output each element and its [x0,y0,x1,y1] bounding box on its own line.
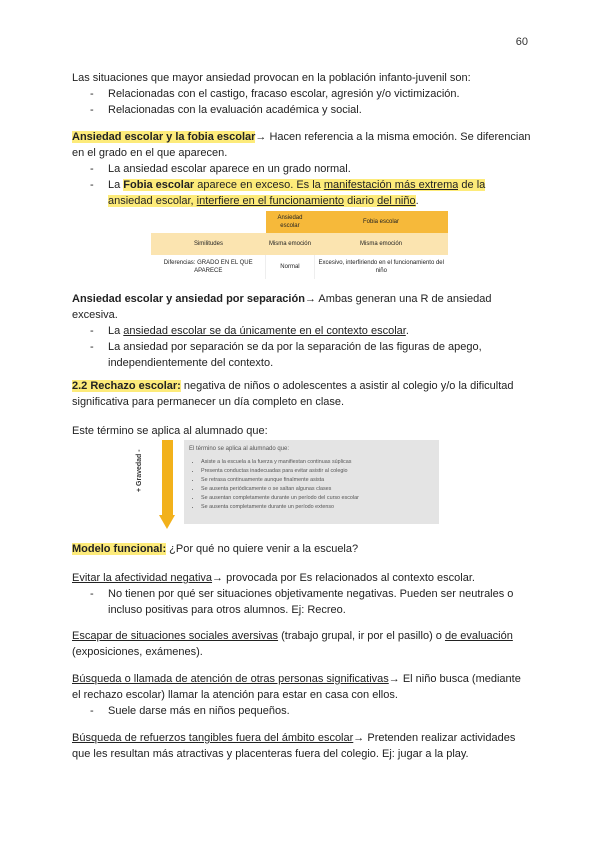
refuerzos-section: Búsqueda de refuerzos tangibles fuera del ámbito escolar→ Pretenden realizar actividades que les resultan más atractivas y placenteras fuera del colegio. Ej: jugar a la play. [72,732,516,760]
intro-text: Las situaciones que mayor ansiedad provocan en la población infanto-juvenil son: [72,72,471,84]
afectividad-heading: Evitar la afectividad negativa [72,572,213,584]
modelo-heading: Modelo funcional: [72,543,167,555]
table-header: Fobia escolar [314,211,448,233]
table-cell: Normal [266,255,314,279]
separacion-paragraph: Ansiedad escolar y ansiedad por separación→ Ambas generan una R de ansiedad excesiva. [72,293,492,321]
list-item: - Relacionadas con la evaluación académica y social. [72,102,532,118]
comparison-table [151,211,448,279]
list-item: • Asiste a la escuela a la fuerza y manifiestan continuas súplicas [201,458,359,467]
arrow: → [255,131,267,143]
list-item: • Se ausenta periódicamente o se saltan algunas clases [201,485,359,494]
fobia-text: Hacen referencia a la misma emoción. Se diferencian en el grado en el que aparecen. [72,131,531,159]
table-row [151,255,448,279]
list-item: - La ansiedad escolar aparece en un grado normal. [72,161,532,177]
refuerzos-heading: Búsqueda de refuerzos tangibles fuera del ámbito escolar [72,732,354,744]
gravity-list [189,458,359,512]
rechazo-section [72,378,532,410]
list-item: - Relacionadas con el castigo, fracaso escolar, agresión y/o victimización. [72,86,532,102]
separacion-heading: Ansiedad escolar y ansiedad por separación [72,293,305,305]
refuerzos-text: Pretenden realizar actividades que les resultan más atractivas y placenteras fuera del colegio. Ej: jugar a la play. [72,732,516,760]
page-number: 60 [515,36,528,48]
fobia-paragraph [72,129,532,161]
table-header: Ansiedad escolar [266,211,314,233]
separacion-section [72,291,532,371]
escapar-section: Escapar de situaciones sociales aversivas (trabajo grupal, ir por el pasillo) o de evaluación (exposiciones, exámenes). [72,630,513,658]
table-cell: Misma emoción [314,233,448,255]
table-header-row [151,211,448,233]
fobia-section [72,129,532,209]
escapar-heading: Escapar de situaciones sociales aversivas [72,630,279,642]
table-cell: Similitudes [151,233,266,255]
intro-section [72,70,532,118]
gravity-diagram [136,440,440,530]
table-row [151,233,448,255]
atencion-heading: Búsqueda o llamada de atención de otras personas significativas [72,673,389,685]
gravity-arrow-shaft [162,440,173,515]
modelo-section [72,541,532,557]
gravity-box-title: El término se aplica al alumnado que: [189,446,290,452]
gravity-arrow-icon [159,515,175,529]
list-item: - Suele darse más en niños pequeños. [72,703,532,719]
list-item: • Se ausentan completamente durante un período del curso escolar [201,494,359,503]
list-item: - No tienen por qué ser situaciones objetivamente negativas. Pueden ser neutrales o incluso positivas para otros alumnos. Ej: Recreo. [72,586,532,618]
fobia-heading: Ansiedad escolar y la fobia escolar [72,131,256,143]
separacion-text: Ambas generan una R de ansiedad excesiva. [72,293,492,321]
escapar-text: (trabajo grupal, ir por el pasillo) o [278,630,445,642]
list-item: - La ansiedad escolar se da únicamente en el contexto escolar. [72,323,532,339]
escapar-heading-2: de evaluación [444,630,513,642]
list-item: • Se retrasa continuamente aunque finalmente asista [201,476,359,485]
table-cell: Misma emoción [266,233,314,255]
list-item: - La Fobia escolar aparece en exceso. Es la manifestación más extrema de la ansiedad escolar, interfiere en el funcionamiento diario del niño. [72,177,532,209]
atencion-text: El niño busca (mediante el rechazo escolar) llamar la atención para estar en casa con ellos. [72,673,521,701]
fobia-term: Fobia escolar [123,179,195,191]
afectividad-text: provocada por Es relacionados al contexto escolar. [223,572,475,584]
list-item: • Presenta conductas inadecuadas para evitar asistir al colegio [201,467,359,476]
list-item: - La ansiedad por separación se da por la separación de las figuras de apego, independientemente del contexto. [72,339,532,371]
table-header [151,211,266,233]
rechazo-text: negativa de niños o adolescentes a asistir al colegio y/o la dificultad significativa para permanecer un día completo en clase. [72,380,514,408]
gravity-label: + Gravedad - [136,449,143,492]
list-item: • Se ausenta completamente durante un período extenso [201,503,359,512]
atencion-section: Búsqueda o llamada de atención de otras personas significativas→ El niño busca (mediante el rechazo escolar) llamar la atención para estar en casa con ellos. - Suele darse más en niños pequeños. [72,671,532,719]
afectividad-section: Evitar la afectividad negativa→ provocada por Es relacionados al contexto escolar. - No tienen por qué ser situaciones objetivamente negativas. Pueden ser neutrales o incluso positivas para otros alumnos. Ej: Recreo. [72,570,532,618]
table-cell: Diferencias: GRADO EN EL QUE APARECE [151,255,266,279]
rechazo-heading: 2.2 Rechazo escolar: [72,380,181,392]
modelo-text: ¿Por qué no quiere venir a la escuela? [166,543,359,555]
table-cell: Excesivo, interfiriendo en el funcionamiento del niño [314,255,448,279]
alumnado-text: Este término se aplica al alumnado que: [72,425,268,437]
gravity-box [184,440,439,524]
